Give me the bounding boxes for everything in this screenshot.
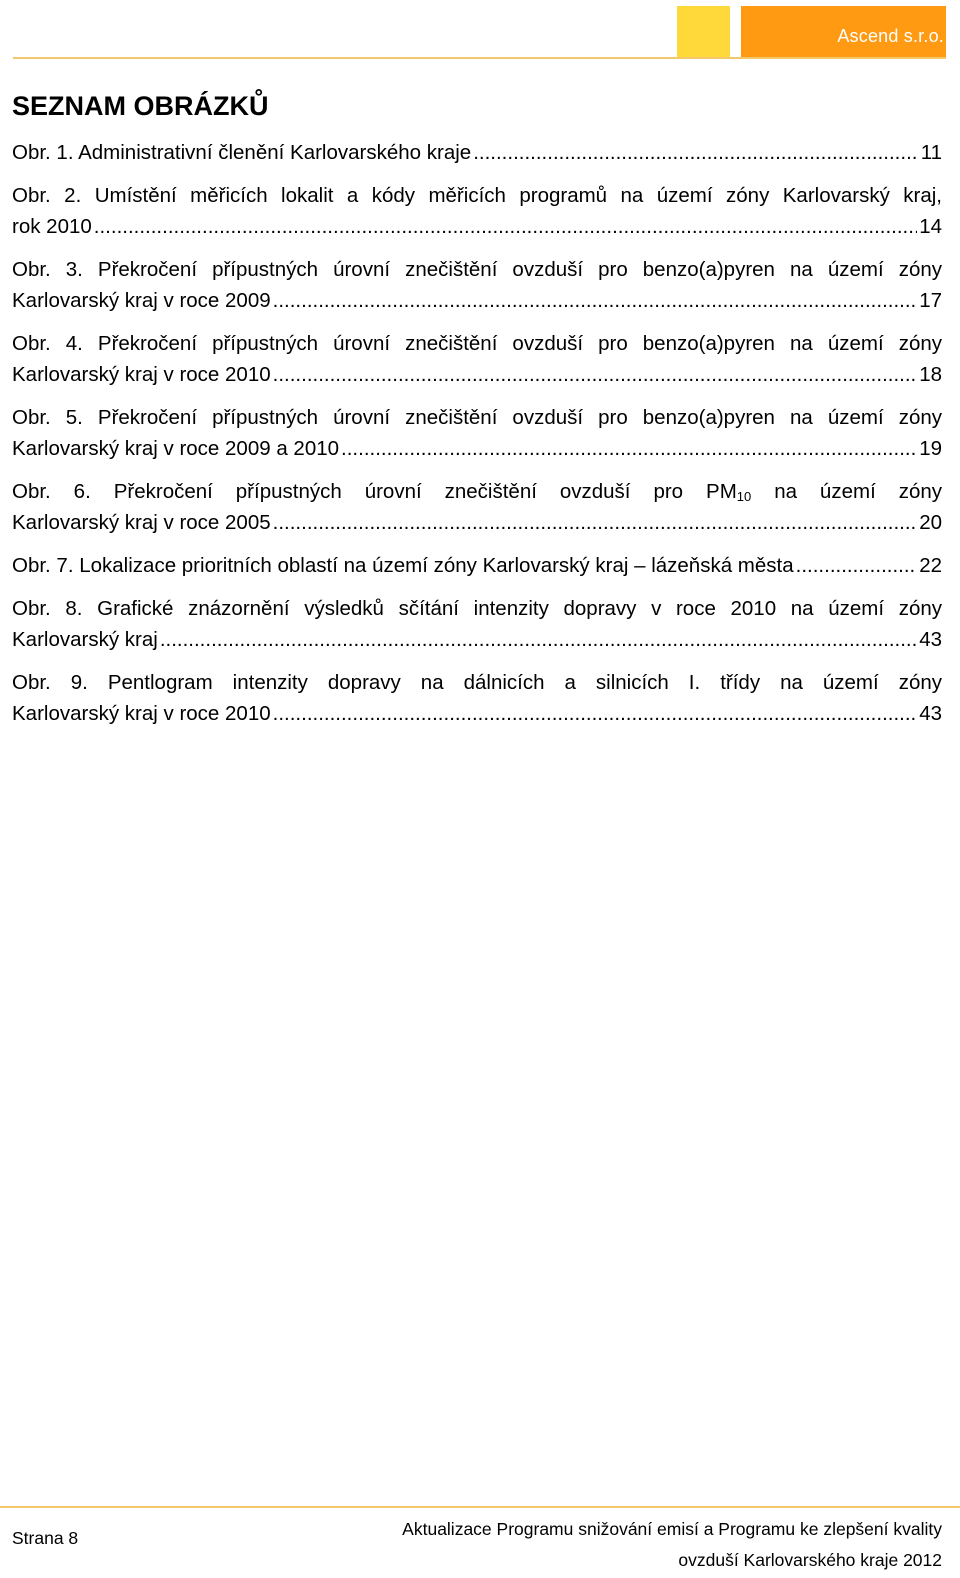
figure-list <box>12 137 942 741</box>
figure-page-number: 14 <box>919 215 942 238</box>
figure-page-number: 22 <box>919 554 942 577</box>
figure-entry-title: Obr. 4. Překročení přípustných úrovní znečištění ovzduší pro benzo(a)pyren na území zóny <box>12 332 942 355</box>
figure-entry-title-cont: Karlovarský kraj v roce 2005 <box>12 511 271 534</box>
figure-entry-9[interactable] <box>12 667 942 729</box>
figure-entry-title-cont: rok 2010 <box>12 215 92 238</box>
footer-document-title <box>402 1514 942 1576</box>
figure-page-number: 18 <box>919 363 942 386</box>
figure-entry-title: Obr. 8. Grafické znázornění výsledků sčítání intenzity dopravy v roce 2010 na území zóny <box>12 597 942 620</box>
figure-page-number: 17 <box>919 289 942 312</box>
leader-dots <box>94 211 917 242</box>
figure-entry-6[interactable] <box>12 476 942 538</box>
page-title: SEZNAM OBRÁZKŮ <box>12 91 269 121</box>
figure-page-number: 11 <box>920 141 942 164</box>
leader-dots <box>341 433 917 464</box>
footer-document-title-line2: ovzduší Karlovarského kraje 2012 <box>678 1550 942 1570</box>
footer-document-title-line1: Aktualizace Programu snižování emisí a Programu ke zlepšení kvality <box>402 1519 942 1539</box>
figure-entry-title-cont: Karlovarský kraj v roce 2010 <box>12 363 271 386</box>
figure-page-number: 43 <box>919 702 942 725</box>
figure-entry-title-cont: Karlovarský kraj v roce 2010 <box>12 702 271 725</box>
header-company-name: Ascend s.r.o. <box>837 26 944 46</box>
figure-page-number: 19 <box>919 437 942 460</box>
leader-dots <box>160 624 917 655</box>
figure-page-number: 43 <box>919 628 942 651</box>
figure-entry-title: Obr. 3. Překročení přípustných úrovní znečištění ovzduší pro benzo(a)pyren na území zóny <box>12 258 942 281</box>
leader-dots <box>273 698 918 729</box>
figure-entry-title: Obr. 2. Umístění měřicích lokalit a kódy měřicích programů na území zóny Karlovarský kraj, <box>12 184 942 207</box>
leader-dots <box>273 507 918 538</box>
figure-page-number: 20 <box>919 511 942 534</box>
figure-entry-title: Obr. 7. Lokalizace prioritních oblastí na území zóny Karlovarský kraj – lázeňská města <box>12 554 794 577</box>
leader-dots <box>273 359 918 390</box>
figure-entry-title: Obr. 5. Překročení přípustných úrovní znečištění ovzduší pro benzo(a)pyren na území zóny <box>12 406 942 429</box>
figure-entry-1[interactable] <box>12 137 942 168</box>
figure-entry-4[interactable] <box>12 328 942 390</box>
figure-entry-7[interactable] <box>12 550 942 581</box>
figure-entry-title: Obr. 1. Administrativní členění Karlovarského kraje <box>12 141 472 164</box>
figure-entry-3[interactable] <box>12 254 942 316</box>
footer-divider <box>0 1506 960 1508</box>
leader-dots <box>273 285 918 316</box>
figure-entry-2[interactable] <box>12 180 942 242</box>
header-divider <box>13 57 946 59</box>
figure-entry-title-cont: Karlovarský kraj v roce 2009 <box>12 289 271 312</box>
figure-entry-title-pre: Obr. 6. Překročení přípustných úrovní znečištění ovzduší pro PM <box>12 480 737 503</box>
figure-entry-8[interactable] <box>12 593 942 655</box>
leader-dots <box>473 137 919 168</box>
figure-entry-5[interactable] <box>12 402 942 464</box>
figure-entry-title-cont: Karlovarský kraj v roce 2009 a 2010 <box>12 437 340 460</box>
leader-dots <box>796 550 918 581</box>
figure-entry-title-cont: Karlovarský kraj <box>12 628 158 651</box>
figure-entry-title: Obr. 9. Pentlogram intenzity dopravy na dálnicích a silnicích I. třídy na území zóny <box>12 671 942 694</box>
figure-entry-title <box>12 476 942 507</box>
header-yellow-block <box>677 6 730 58</box>
subscript-10: 10 <box>736 489 752 504</box>
footer-page-number: Strana 8 <box>12 1528 79 1548</box>
figure-entry-title-post: na území zóny <box>751 480 943 503</box>
